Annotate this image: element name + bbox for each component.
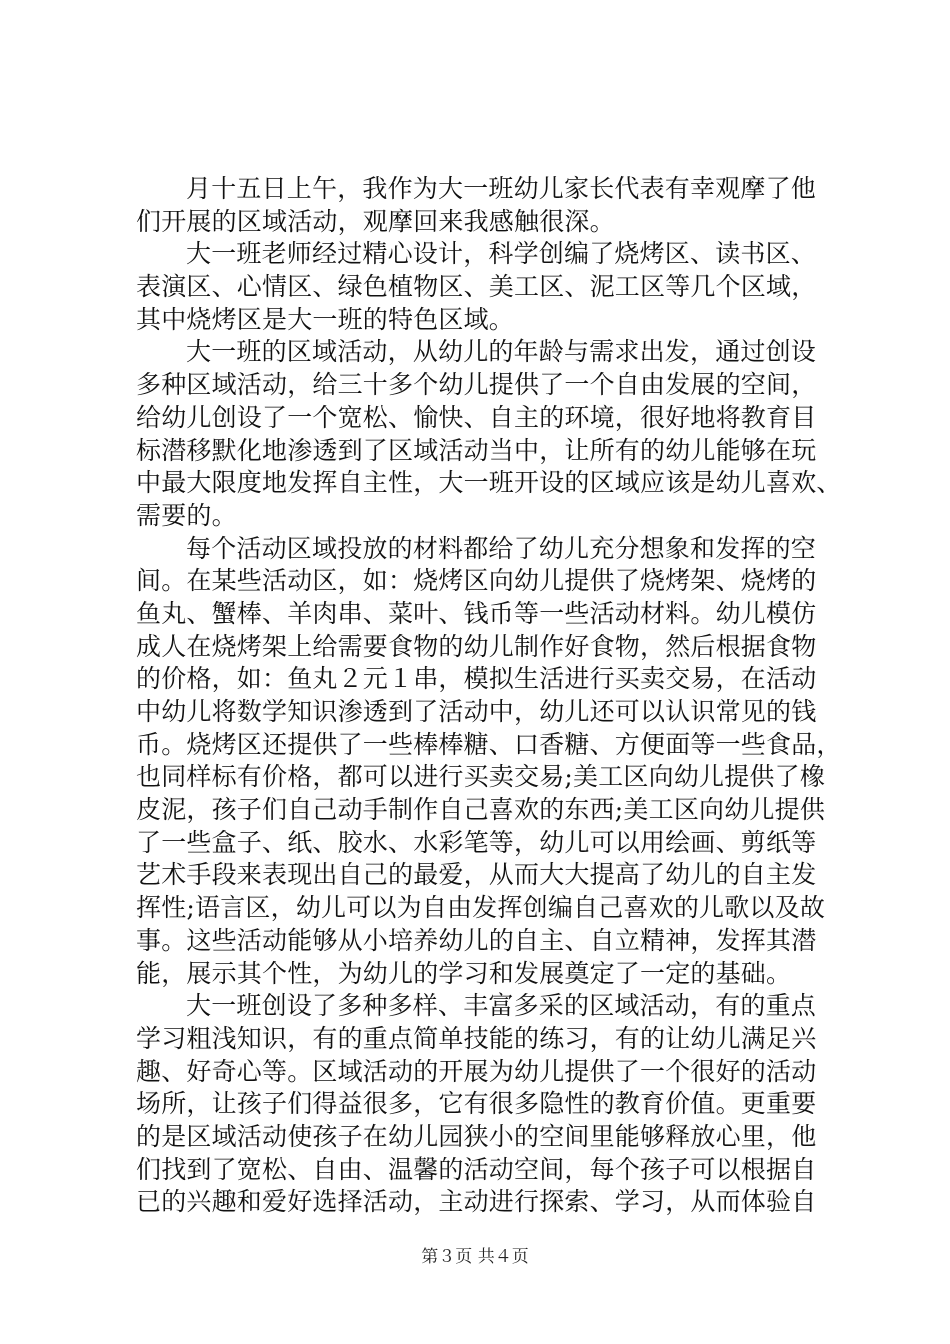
text-line: 皮泥，孩子们自己动手制作自己喜欢的东西;美工区向幼儿提供 (136, 795, 826, 825)
text-line: 需要的。 (136, 500, 237, 530)
text-line: 的是区域活动使孩子在幼儿园狭小的空间里能够释放心里，他 (136, 1121, 817, 1151)
text-line: 大一班老师经过精心设计，科学创编了烧烤区、读书区、 (186, 239, 817, 269)
text-line: 月十五日上午，我作为大一班幼儿家长代表有幸观摩了他 (186, 174, 817, 203)
page-footer (0, 1246, 950, 1268)
text-line: 能，展示其个性，为幼儿的学习和发展奠定了一定的基础。 (136, 958, 792, 988)
text-line: 艺术手段来表现出自己的最爱，从而大大提高了幼儿的自主发 (136, 860, 817, 890)
text-line: 成人在烧烤架上给需要食物的幼儿制作好食物，然后根据食物 (136, 631, 817, 661)
text-line: 标潜移默化地渗透到了区域活动当中，让所有的幼儿能够在玩 (136, 435, 817, 465)
text-line: 中最大限度地发挥自主性，大一班开设的区域应该是幼儿喜欢、 (136, 468, 842, 498)
text-line: 币。烧烤区还提供了一些棒棒糖、口香糖、方便面等一些食品， (136, 729, 842, 759)
text-line: 大一班创设了多种多样、丰富多采的区域活动，有的重点 (186, 991, 817, 1021)
text-line: 的价格，如：鱼丸２元１串，模拟生活进行买卖交易，在活动 (136, 664, 817, 694)
text-line: 表演区、心情区、绿色植物区、美工区、泥工区等几个区域， (136, 272, 817, 302)
text-line: 多种区域活动，给三十多个幼儿提供了一个自由发展的空间， (136, 370, 817, 400)
text-line: 鱼丸、蟹棒、羊肉串、菜叶、钱币等一些活动材料。幼儿模仿 (136, 598, 817, 628)
text-line: 给幼儿创设了一个宽松、愉快、自主的环境，很好地将教育目 (136, 402, 817, 432)
text-line: 场所，让孩子们得益很多，它有很多隐性的教育价值。更重要 (136, 1089, 817, 1119)
text-line: 间。在某些活动区，如：烧烤区向幼儿提供了烧烤架、烧烤的 (136, 566, 817, 596)
text-line: 趣、好奇心等。区域活动的开展为幼儿提供了一个很好的活动 (136, 1056, 817, 1086)
text-line: 挥性;语言区，幼儿可以为自由发挥创编自己喜欢的儿歌以及故 (136, 893, 826, 923)
text-line: 们开展的区域活动，观摩回来我感触很深。 (136, 206, 615, 236)
text-line: 学习粗浅知识，有的重点简单技能的练习，有的让幼儿满足兴 (136, 1023, 817, 1053)
text-line: 也同样标有价格，都可以进行买卖交易;美工区向幼儿提供了橡 (136, 762, 826, 792)
text-line: 们找到了宽松、自由、温馨的活动空间，每个孩子可以根据自 (136, 1154, 817, 1184)
text-line: 中幼儿将数学知识渗透到了活动中，幼儿还可以认识常见的钱 (136, 697, 817, 726)
text-line: 了一些盒子、纸、胶水、水彩笔等，幼儿可以用绘画、剪纸等 (136, 827, 817, 857)
text-line: 其中烧烤区是大一班的特色区域。 (136, 304, 515, 334)
page-number-label: 第３页 共４页 (421, 1247, 529, 1267)
text-line: 大一班的区域活动，从幼儿的年龄与需求出发，通过创设 (186, 337, 817, 367)
text-line: 事。这些活动能够从小培养幼儿的自主、自立精神，发挥其潜 (136, 925, 817, 955)
document-body (136, 173, 842, 1219)
text-line: 已的兴趣和爱好选择活动，主动进行探索、学习，从而体验自 (136, 1187, 817, 1217)
text-line: 每个活动区域投放的材料都给了幼儿充分想象和发挥的空 (186, 533, 817, 563)
